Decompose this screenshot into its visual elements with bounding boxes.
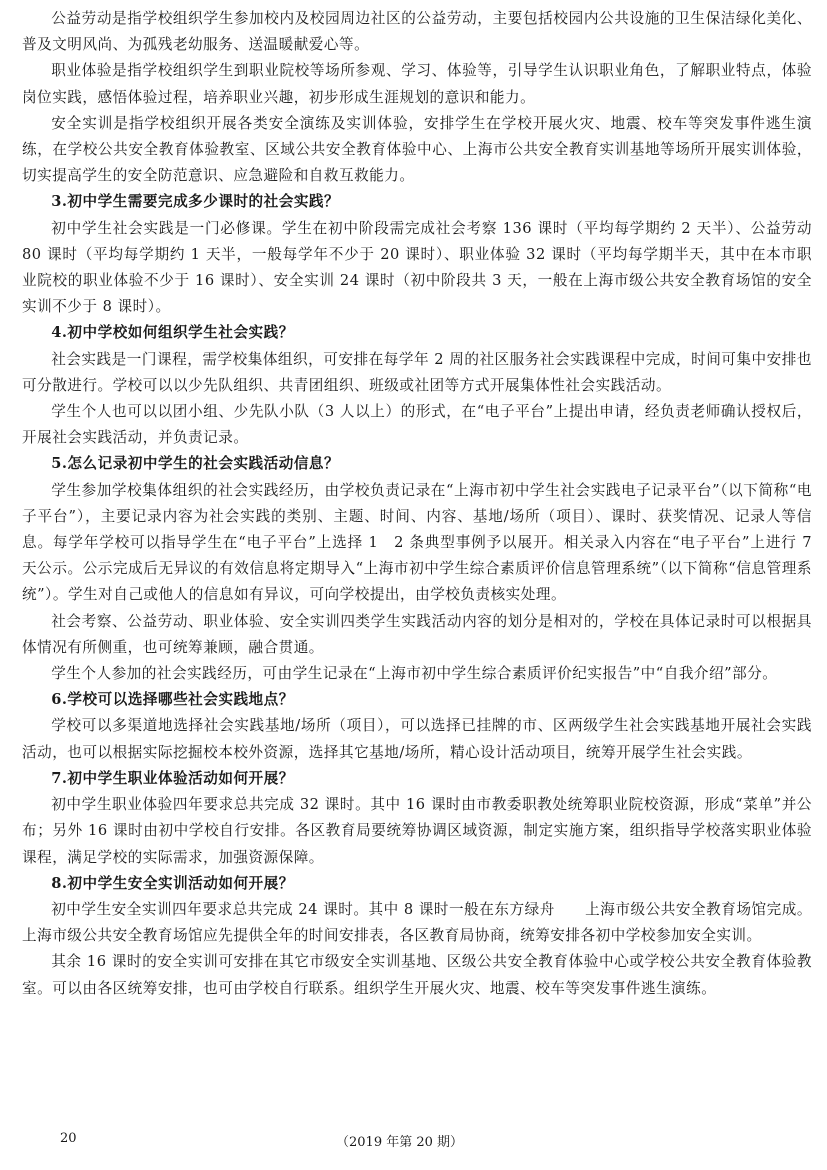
paragraph: 学生个人也可以以团小组、少先队小队（3 人以上）的形式，在“电子平台”上提出申请，经负责老师确认授权后，开展社会实践活动，并负责记录。 xyxy=(22,403,812,447)
paragraph: 安全实训是指学校组织开展各类安全演练及实训体验，安排学生在学校开展火灾、地震、校车等突发事件逃生演练，在学校公共安全教育体验教室、区域公共安全教育体验中心、上海市公共安全教育实训基地等场所开展实训体验，切实提高学生的安全防范意识、应急避险和自救互救能力。 xyxy=(22,114,812,185)
document-page xyxy=(22,6,812,1002)
section-heading: 7.初中学生职业体验活动如何开展？ xyxy=(51,769,294,787)
paragraph: 初中学生安全实训四年要求总共完成 24 课时。其中 8 课时一般在东方绿舟 上海市级公共安全教育场馆完成。上海市级公共安全教育场馆应先提供全年的时间安排表，各区教育局协商，统筹安排各初中学校参加安全实训。 xyxy=(22,900,812,945)
section-heading: 8.初中学生安全实训活动如何开展？ xyxy=(51,874,294,892)
section-heading: 4.初中学校如何组织学生社会实践？ xyxy=(51,324,294,342)
paragraph: 社会考察、公益劳动、职业体验、安全实训四类学生实践活动内容的划分是相对的，学校在具体记录时可以根据具体情况有所侧重，也可统筹兼顾，融合贯通。 xyxy=(22,612,812,656)
issue-label: （2019 年第 20 期） xyxy=(336,1135,464,1150)
paragraph: 初中学生社会实践是一门必修课。学生在初中阶段需完成社会考察 136 课时（平均每学期约 2 天半）、公益劳动 80 课时（平均每学期约 1 天半，一般每学年不少于 20 课时）、职业体验 32 课时（平均每学期半天，其中在本市职业院校的职业体验不少于 16 课时）、安全实训 24 课时（初中阶段共 3 天，一般在上海市级公共安全教育场馆的安全实训不少于 8 课时）。 xyxy=(22,219,812,316)
paragraph: 公益劳动是指学校组织学生参加校内及校园周边社区的公益劳动，主要包括校园内公共设施的卫生保洁绿化美化、普及文明风尚、为孤残老幼服务、送温暖献爱心等。 xyxy=(22,10,812,54)
paragraph: 学生个人参加的社会实践经历，可由学生记录在“上海市初中学生综合素质评价纪实报告”中“自我介绍”部分。 xyxy=(51,665,778,683)
section-heading: 5.怎么记录初中学生的社会实践活动信息？ xyxy=(51,455,340,473)
paragraph: 学生参加学校集体组织的社会实践经历，由学校负责记录在“上海市初中学生社会实践电子记录平台”（以下简称“电子平台”），主要记录内容为社会实践的类别、主题、时间、内容、基地/场所（项目）、课时、获奖情况、记录人等信息。每学年学校可以指导学生在“电子平台”上选择 1 2 条典型事例予以展开。相关录入内容在“电子平台”上进行 7 天公示。公示完成后无异议的有效信息将定期导入“上海市初中学生综合素质评价信息管理系统”（以下简称“信息管理系统”）。学生对自己或他人的信息如有异议，可向学校提出，由学校负责核实处理。 xyxy=(22,481,812,604)
paragraph: 其余 16 课时的安全实训可安排在其它市级安全实训基地、区级公共安全教育体验中心或学校公共安全教育体验教室。可以由各区统筹安排，也可由学校自行联系。组织学生开展火灾、地震、校车等突发事件逃生演练。 xyxy=(22,953,812,997)
paragraph: 初中学生职业体验四年要求总共完成 32 课时。其中 16 课时由市教委职教处统筹职业院校资源，形成“菜单”并公布；另外 16 课时由初中学校自行安排。各区教育局要统筹协调区域资源，制定实施方案，组织指导学校落实职业体验课程，满足学校的实际需求，加强资源保障。 xyxy=(22,796,812,866)
page-footer xyxy=(0,1131,827,1155)
section-heading: 3.初中学生需要完成多少课时的社会实践？ xyxy=(51,193,340,211)
paragraph: 社会实践是一门课程，需学校集体组织，可安排在每学年 2 周的社区服务社会实践课程中完成，时间可集中安排也可分散进行。学校可以以少先队组织、共青团组织、班级或社团等方式开展集体性社会实践活动。 xyxy=(22,350,812,394)
paragraph: 职业体验是指学校组织学生到职业院校等场所参观、学习、体验等，引导学生认识职业角色，了解职业特点，体验岗位实践，感悟体验过程，培养职业兴趣，初步形成生涯规划的意识和能力。 xyxy=(22,62,812,106)
page-number: 20 xyxy=(60,1131,77,1146)
section-heading: 6.学校可以选择哪些社会实践地点？ xyxy=(51,691,294,709)
document-body xyxy=(22,6,812,1002)
paragraph: 学校可以多渠道地选择社会实践基地/场所（项目），可以选择已挂牌的市、区两级学生社会实践基地开展社会实践活动，也可以根据实际挖掘校本校外资源，选择其它基地/场所，精心设计活动项目，统筹开展学生社会实践。 xyxy=(22,717,812,761)
